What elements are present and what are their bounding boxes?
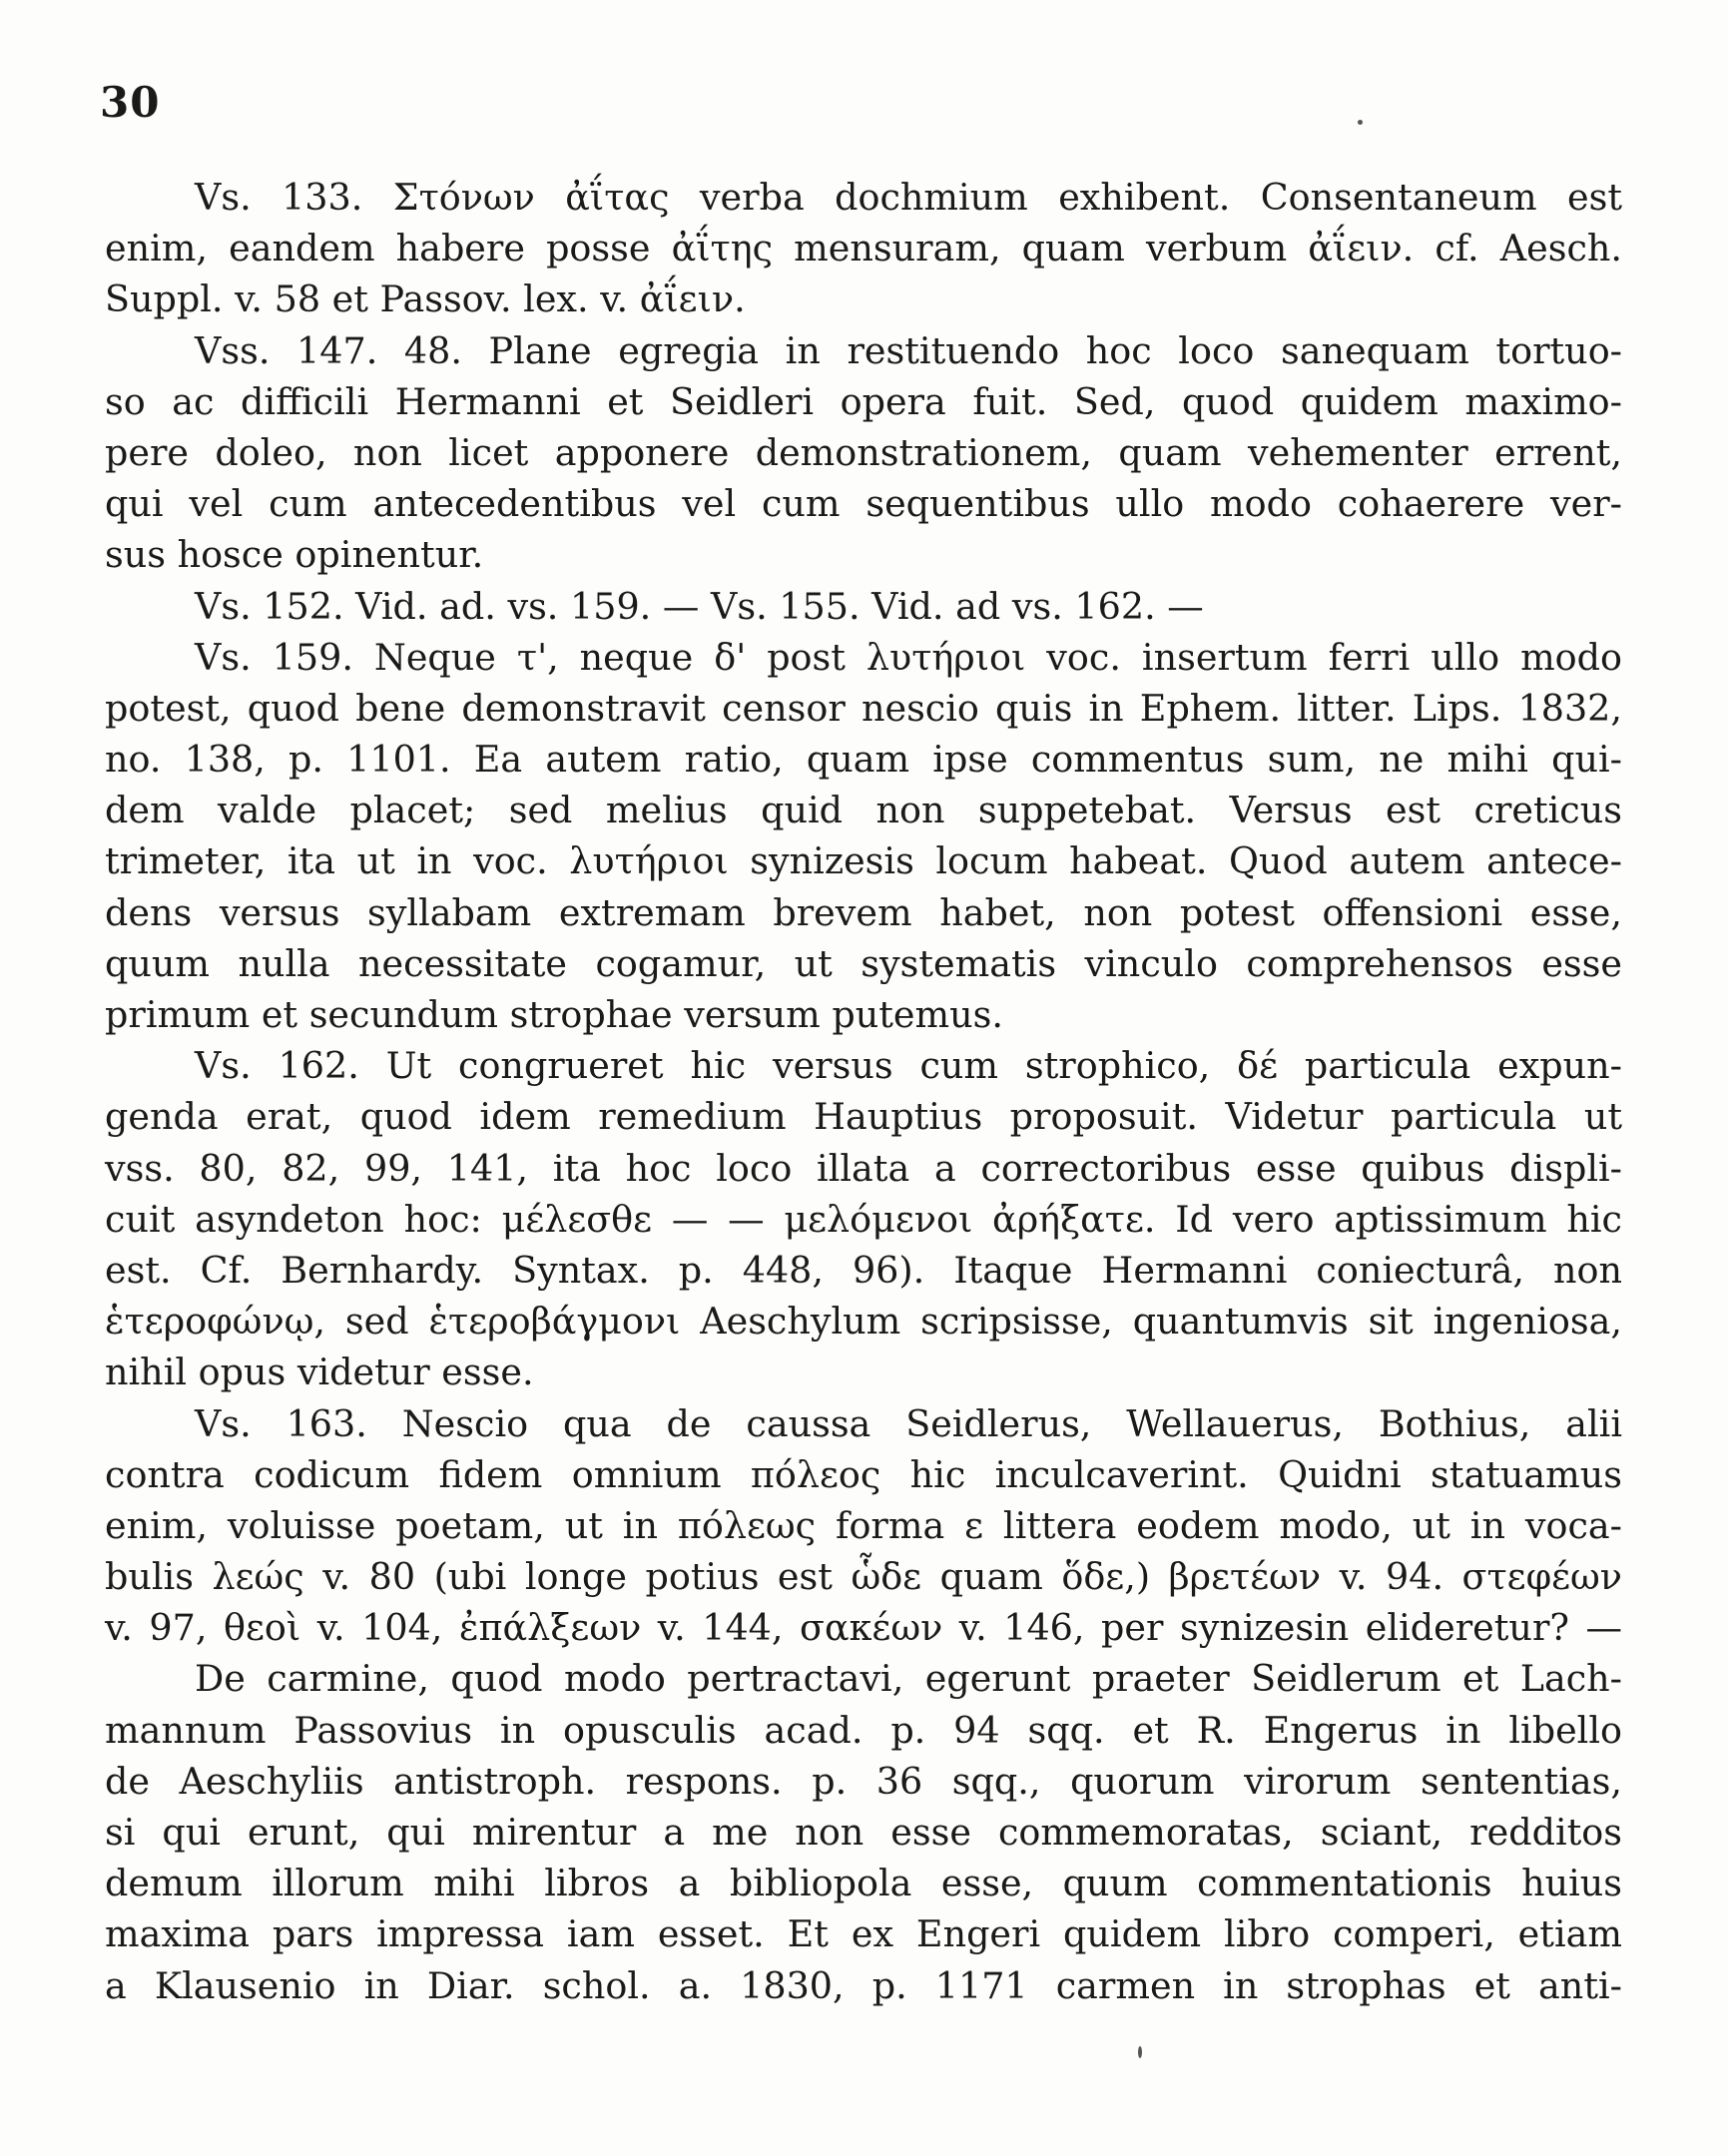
text-line: Vs. 163. Nescio qua de caussa Seidlerus, Wellauerus, Bothius, alii [195,1401,1622,1445]
text-line: cuit asyndeton hoc: μέλεσθε — — μελόμενοι ἀρήξατε. Id vero aptissimum hic [105,1197,1622,1241]
text-line: trimeter, ita ut in voc. λυτήριοι synizesis locum habeat. Quod autem antece- [105,839,1622,883]
text-line: nihil opus videtur esse. [105,1350,534,1394]
text-line: Suppl. v. 58 et Passov. lex. v. ἀΐειν. [105,277,746,321]
text-line: mannum Passovius in opusculis acad. p. 94 sqq. et R. Engerus in libello [105,1708,1622,1752]
text-line: a Klausenio in Diar. schol. a. 1830, p. 1171 carmen in strophas et anti- [105,1963,1622,2007]
text-line: demum illorum mihi libros a bibliopola esse, quum commentationis huius [105,1862,1622,1905]
ink-speck [1358,120,1363,125]
ink-speck [1138,2046,1142,2058]
text-line: Vs. 133. Στόνων ἀΐτας verba dochmium exhibent. Consentaneum est [195,176,1622,219]
text-line: so ac difficili Hermanni et Seidleri opera fuit. Sed, quod quidem maximo- [105,379,1622,423]
text-line: Vs. 159. Neque τ', neque δ' post λυτήριοι voc. insertum ferri ullo modo [195,635,1622,679]
text-line: maxima pars impressa iam esset. Et ex Engeri quidem libro comperi, etiam [105,1912,1622,1956]
text-line: quum nulla necessitate cogamur, ut systematis vinculo comprehensos esse [105,941,1622,985]
text-line: primum et secundum strophae versum putemus. [105,993,1003,1036]
text-line: dem valde placet; sed melius quid non suppetebat. Versus est creticus [105,789,1622,832]
text-line: sus hosce opinentur. [105,533,484,577]
text-line: v. 97, θεοὶ v. 104, ἐπάλξεων v. 144, σακέων v. 146, per synizesin elideretur? — [105,1606,1622,1650]
text-line: Vs. 152. Vid. ad. vs. 159. — Vs. 155. Vid. ad vs. 162. — [195,584,1204,628]
text-line: si qui erunt, qui mirentur a me non esse commemoratas, sciant, redditos [105,1811,1622,1854]
text-line: ἑτεροφώνῳ, sed ἑτεροβάγμονι Aeschylum scripsisse, quantumvis sit ingeniosa, [105,1300,1622,1344]
text-line: De carmine, quod modo pertractavi, egerunt praeter Seidlerum et Lach- [195,1657,1622,1701]
text-line: genda erat, quod idem remedium Hauptius proposuit. Videtur particula ut [105,1095,1622,1139]
text-line: no. 138, p. 1101. Ea autem ratio, quam ipse commentus sum, ne mihi qui- [105,738,1622,782]
text-line: enim, eandem habere posse ἀΐτης mensuram, quam verbum ἀΐειν. cf. Aesch. [105,227,1622,270]
text-line: est. Cf. Bernhardy. Syntax. p. 448, 96). Itaque Hermanni coniecturâ, non [105,1248,1622,1292]
text-line: de Aeschyliis antistroph. respons. p. 36 sqq., quorum virorum sententias, [105,1759,1622,1803]
text-line: Vs. 162. Ut congrueret hic versus cum strophico, δέ particula expun- [195,1044,1622,1088]
text-line: vss. 80, 82, 99, 141, ita hoc loco illata a correctoribus esse quibus displi- [105,1146,1622,1190]
text-line: contra codicum fidem omnium πόλεος hic inculcaverint. Quidni statuamus [105,1452,1622,1496]
text-line: dens versus syllabam extremam brevem habet, non potest offensioni esse, [105,890,1622,934]
text-line: potest, quod bene demonstravit censor nescio quis in Ephem. litter. Lips. 1832, [105,686,1622,730]
text-line: Vss. 147. 48. Plane egregia in restituendo hoc loco sanequam tortuo- [195,328,1622,372]
text-line: qui vel cum antecedentibus vel cum sequentibus ullo modo cohaerere ver- [105,482,1622,526]
page-number: 30 [100,78,161,127]
text-line: pere doleo, non licet apponere demonstrationem, quam vehementer errent, [105,430,1622,474]
body-text [105,172,1622,2011]
text-line: bulis λεώς v. 80 (ubi longe potius est ὧδε quam ὅδε,) βρετέων v. 94. στεφέων [105,1555,1622,1599]
text-line: enim, voluisse poetam, ut in πόλεως forma ε littera eodem modo, ut in voca- [105,1503,1622,1547]
